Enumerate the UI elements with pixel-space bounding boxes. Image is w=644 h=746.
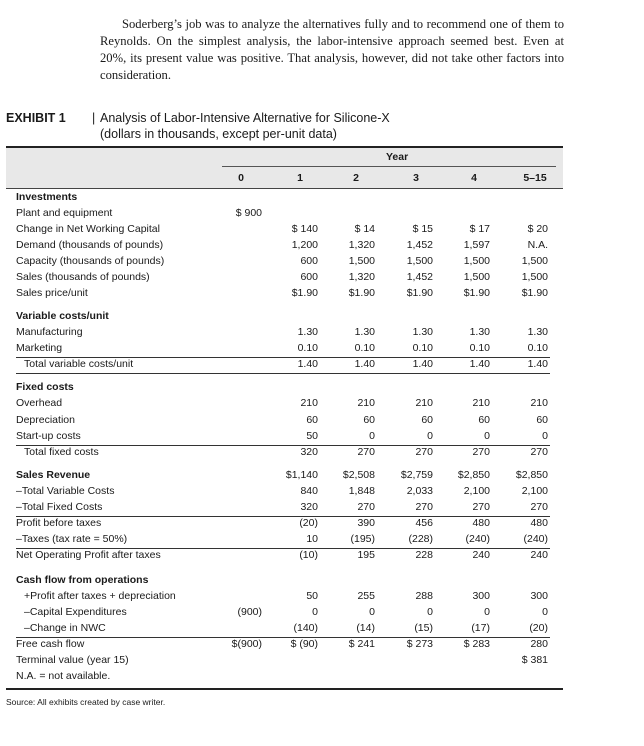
table-bottom-rule [6,688,563,690]
cell-year-3: 210 [415,397,433,409]
cell-year-4: 1,597 [463,239,490,251]
cell-year-1: 210 [300,397,318,409]
cell-year-4: (17) [471,622,490,634]
cell-year-3: (15) [414,622,433,634]
cell-year-4: (240) [465,533,490,545]
cell-year-1: 600 [300,271,318,283]
cell-year-3: 1,452 [406,271,433,283]
col-head-3: 3 [413,172,419,184]
row-label: Sales (thousands of pounds) [16,271,150,283]
cell-year-5–15: 1.30 [527,326,548,338]
cell-year-3: 270 [415,446,433,458]
cell-year-4: 210 [472,397,490,409]
cell-year-2: 1,320 [348,271,375,283]
cell-year-1: 50 [306,590,318,602]
cell-year-1: (10) [299,549,318,561]
cell-year-4: 1.40 [469,358,490,370]
row-label: –Total Fixed Costs [16,501,103,513]
table-row [0,255,644,271]
cell-year-3: (228) [408,533,433,545]
col-head-1: 1 [297,172,303,184]
cell-year-2: $ 241 [348,638,375,650]
table-row [0,381,644,397]
cell-year-1: 0 [312,606,318,618]
cell-year-4: $ 283 [463,638,490,650]
cell-year-1: (140) [293,622,318,634]
col-head-5-15: 5–15 [523,172,547,184]
table-row [0,207,644,223]
cell-year-4: 1,500 [463,255,490,267]
cell-year-1: 10 [306,533,318,545]
cell-year-1: 1.40 [297,358,318,370]
row-label: –Taxes (tax rate = 50%) [16,533,128,545]
cell-year-2: 1,320 [348,239,375,251]
cell-year-3: 1,452 [406,239,433,251]
cell-year-4: 300 [472,590,490,602]
cell-year-2: 1,500 [348,255,375,267]
cell-year-1: $1.90 [291,287,318,299]
cell-year-4: 270 [472,501,490,513]
cell-year-1: $ (90) [290,638,318,650]
table-row [0,469,644,485]
cell-year-2: 1.30 [354,326,375,338]
row-label: N.A. = not available. [16,670,111,682]
cell-year-2: 255 [357,590,375,602]
col-head-0: 0 [238,172,244,184]
cell-year-1: 60 [306,414,318,426]
cell-year-1: 50 [306,430,318,442]
cell-year-5–15: 0.10 [527,342,548,354]
cell-year-1: 320 [300,501,318,513]
cell-year-2: $2,508 [342,469,375,481]
cell-year-2: 1.40 [354,358,375,370]
table-row [0,517,644,533]
cell-year-3: $ 273 [406,638,433,650]
row-label: Overhead [16,397,63,409]
row-label: Total variable costs/unit [24,358,134,370]
cell-year-4: 0.10 [469,342,490,354]
cell-year-4: $2,850 [457,469,490,481]
table-header-rule [6,188,563,189]
cell-year-2: 270 [357,501,375,513]
intro-paragraph [100,16,564,84]
cell-year-4: 2,100 [463,485,490,497]
cell-year-3: $ 15 [412,223,433,235]
table-row [0,590,644,606]
table-row [0,606,644,622]
cell-year-5–15: N.A. [527,239,548,251]
cell-year-1: 600 [300,255,318,267]
cell-year-2: 210 [357,397,375,409]
intro-text: Soderberg’s job was to analyze the alternatives fully and to recommend one of them to Reynolds. On the simplest analysis, the labor-intensive approach seemed best. Even at 20%, its present value was positive. That analysis, however, did not take other factors into consideration. [100,17,564,82]
cell-year-2: 0.10 [354,342,375,354]
row-label: Free cash flow [16,638,85,650]
cell-year-4: 270 [472,446,490,458]
row-label: Variable costs/unit [16,310,109,322]
table-row [0,287,644,303]
cell-year-1: 840 [300,485,318,497]
cell-year-5–15: 1.40 [527,358,548,370]
cell-year-4: $1.90 [463,287,490,299]
cell-year-2: 60 [363,414,375,426]
row-label: Profit before taxes [16,517,102,529]
cell-year-1: $ 140 [291,223,318,235]
table-row [0,191,644,207]
cell-year-5–15: 1,500 [521,255,548,267]
row-label: Marketing [16,342,63,354]
cell-year-3: 0 [427,606,433,618]
row-label: Demand (thousands of pounds) [16,239,164,251]
cell-year-4: 60 [478,414,490,426]
table-row [0,397,644,413]
row-label: –Capital Expenditures [24,606,127,618]
cell-year-2: (14) [356,622,375,634]
row-label: Fixed costs [16,381,74,393]
cell-year-4: $ 17 [469,223,490,235]
table-row [0,326,644,342]
cell-year-5–15: $2,850 [515,469,548,481]
row-label: Plant and equipment [16,207,113,219]
table-row [0,446,644,462]
cell-year-5–15: 270 [530,446,548,458]
cell-year-4: 240 [472,549,490,561]
cell-year-5–15: (20) [529,622,548,634]
cell-year-2: (195) [350,533,375,545]
cell-year-5–15: 60 [536,414,548,426]
exhibit-separator: | [92,111,96,125]
cell-year-3: 228 [415,549,433,561]
cell-year-3: 0.10 [412,342,433,354]
cell-year-3: 60 [421,414,433,426]
cell-year-3: 1.30 [412,326,433,338]
table-row [0,638,644,654]
table-row [0,239,644,255]
cell-year-1: 0.10 [297,342,318,354]
table-row [0,622,644,638]
row-label: Start-up costs [16,430,81,442]
table-row [0,501,644,517]
cell-year-4: 1.30 [469,326,490,338]
row-label: Investments [16,191,78,203]
table-row [0,414,644,430]
cell-year-2: 0 [369,430,375,442]
cell-year-3: 2,033 [406,485,433,497]
cell-year-2: 195 [357,549,375,561]
cell-year-4: 0 [484,430,490,442]
cell-year-1: 320 [300,446,318,458]
row-label: Net Operating Profit after taxes [16,549,161,561]
cell-year-0: $(900) [231,638,262,650]
cell-year-3: 456 [415,517,433,529]
cell-year-2: $ 14 [354,223,375,235]
cell-year-1: 1.30 [297,326,318,338]
table-row [0,358,644,374]
cell-year-5–15: 280 [530,638,548,650]
row-label: –Change in NWC [24,622,106,634]
cell-year-2: 270 [357,446,375,458]
col-head-2: 2 [353,172,359,184]
cell-year-5–15: 0 [542,606,548,618]
cell-year-3: 288 [415,590,433,602]
row-label: Depreciation [16,414,75,426]
row-label: Total fixed costs [24,446,99,458]
cell-year-5–15: 0 [542,430,548,442]
exhibit-subtitle: (dollars in thousands, except per-unit data) [100,127,337,141]
cell-year-0: $ 900 [235,207,262,219]
cell-year-1: (20) [299,517,318,529]
source-note: Source: All exhibits created by case writer. [6,697,166,707]
cell-year-3: 270 [415,501,433,513]
cell-year-0: (900) [237,606,262,618]
row-label: Capacity (thousands of pounds) [16,255,165,267]
cell-year-3: 1.40 [412,358,433,370]
col-head-4: 4 [471,172,477,184]
cell-year-2: 390 [357,517,375,529]
row-label: Terminal value (year 15) [16,654,129,666]
table-row [0,430,644,446]
cell-year-5–15: 270 [530,501,548,513]
table-row [0,654,644,670]
table-row [0,485,644,501]
cell-year-5–15: 480 [530,517,548,529]
cell-year-2: 0 [369,606,375,618]
exhibit-title: Analysis of Labor-Intensive Alternative for Silicone-X [100,111,390,125]
cell-year-5–15: $ 381 [521,654,548,666]
row-label: Sales price/unit [16,287,88,299]
row-label: –Total Variable Costs [16,485,115,497]
table-row [0,223,644,239]
cell-year-5–15: 210 [530,397,548,409]
exhibit-label: EXHIBIT 1 [6,111,66,125]
cell-year-3: $2,759 [400,469,433,481]
table-row [0,310,644,326]
cell-year-1: 1,200 [291,239,318,251]
cell-year-5–15: $ 20 [527,223,548,235]
cell-year-5–15: (240) [523,533,548,545]
cell-year-5–15: $1.90 [521,287,548,299]
cell-year-4: 480 [472,517,490,529]
cell-year-5–15: 1,500 [521,271,548,283]
cell-year-3: $1.90 [406,287,433,299]
table-row [0,342,644,358]
table-row [0,670,644,686]
table-row [0,533,644,549]
cell-year-2: 1,848 [348,485,375,497]
table-row [0,549,644,565]
row-label: Cash flow from operations [16,574,149,586]
cell-year-3: 0 [427,430,433,442]
table-row [0,271,644,287]
row-label: Manufacturing [16,326,83,338]
cell-year-2: $1.90 [348,287,375,299]
cell-year-1: $1,140 [285,469,318,481]
cell-year-4: 1,500 [463,271,490,283]
cell-year-5–15: 2,100 [521,485,548,497]
cell-year-4: 0 [484,606,490,618]
row-label: Sales Revenue [16,469,91,481]
row-label: +Profit after taxes + depreciation [24,590,176,602]
cell-year-5–15: 240 [530,549,548,561]
year-rule [222,166,556,167]
cell-year-3: 1,500 [406,255,433,267]
year-label: Year [386,151,409,163]
table-row [0,574,644,590]
row-label: Change in Net Working Capital [16,223,160,235]
cell-year-5–15: 300 [530,590,548,602]
